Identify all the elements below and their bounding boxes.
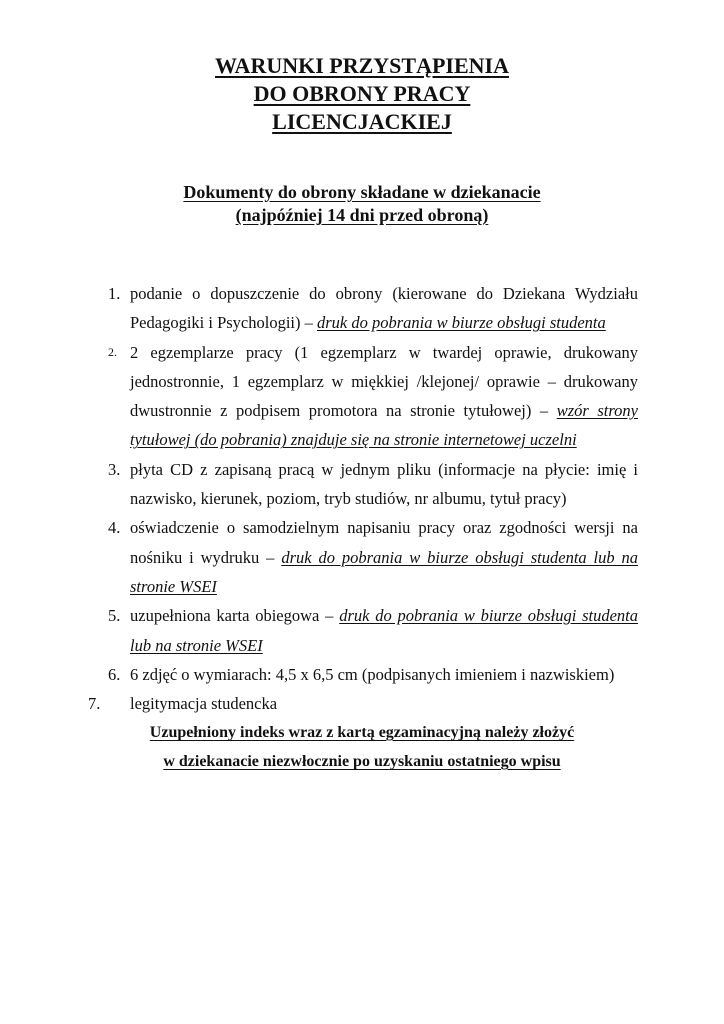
title-line — [0, 80, 724, 108]
title-line-text: WARUNKI PRZYSTĄPIENIA — [215, 53, 509, 78]
list-item-text: płyta CD z zapisaną pracą w jednym pliku (informacje na płycie: imię i nazwisko, kierunek, poziom, tryb studiów, nr albumu, tytuł pracy) — [130, 459, 638, 509]
list-item — [0, 689, 724, 718]
footer-note-text: w dziekanacie niezwłocznie po uzyskaniu ostatniego wpisu — [163, 753, 561, 770]
list-item — [0, 455, 724, 514]
footer-note-line — [0, 718, 724, 747]
list-item — [0, 513, 724, 601]
list-item-number: 5. — [108, 606, 121, 626]
requirements-list — [0, 279, 724, 718]
list-item-text: uzupełniona karta obiegowa – — [130, 606, 340, 626]
list-item-text: podanie o dopuszczenie do obrony (kierowane do Dziekana Wydziału Pedagogiki i Psychologii) – — [130, 284, 638, 333]
download-link[interactable]: druk do pobrania w biurze obsługi studenta lub na stronie WSEI — [130, 547, 639, 596]
list-item-number: 1. — [108, 284, 121, 303]
footer-note — [0, 718, 724, 776]
list-item-text: 2 egzemplarze pracy (1 egzemplarz w twardej oprawie, drukowany jednostronnie, 1 egzemplarz w miękkiej /klejonej/ oprawie – drukowany dwustronnie z podpisem promotora na stronie tytułowej) – — [130, 342, 638, 421]
title-line — [0, 52, 724, 80]
section-heading-text: (najpóźniej 14 dni przed obroną) — [235, 205, 489, 225]
list-item-number: 6. — [108, 664, 121, 684]
title-line-text: DO OBRONY PRACY — [253, 81, 471, 106]
list-item-text: 6 zdjęć o wymiarach: 4,5 x 6,5 cm (podpisanych imieniem i nazwiskiem) — [130, 664, 615, 684]
section-heading-line — [0, 204, 724, 227]
list-item — [0, 601, 724, 660]
list-item-number: 2. — [108, 344, 117, 359]
section-heading-line — [0, 181, 724, 204]
list-item-number: 7. — [88, 694, 101, 714]
download-link[interactable]: druk do pobrania w biurze obsługi studenta lub na stronie WSEI — [130, 606, 638, 655]
footer-note-text: Uzupełniony indeks wraz z kartą egzaminacyjną należy złożyć — [149, 724, 575, 741]
page-title — [0, 52, 724, 136]
download-link[interactable]: wzór strony tytułowej (do pobrania) znajduje się na stronie internetowej uczelni — [130, 401, 638, 450]
list-item — [0, 338, 724, 455]
title-line-text: LICENCJACKIEJ — [272, 109, 452, 134]
list-item-text: legitymacja studencka — [130, 694, 278, 714]
list-item-number: 4. — [108, 518, 121, 538]
list-item — [0, 279, 724, 338]
list-item — [0, 660, 724, 689]
download-link[interactable]: druk do pobrania w biurze obsługi studenta — [317, 313, 606, 333]
section-heading-text: Dokumenty do obrony składane w dziekanacie — [183, 182, 541, 202]
list-item-number: 3. — [108, 459, 121, 479]
section-heading — [0, 181, 724, 227]
footer-note-line — [0, 747, 724, 776]
list-item-text: oświadczenie o samodzielnym napisaniu pracy oraz zgodności wersji na nośniku i wydruku – — [130, 518, 638, 567]
title-line — [0, 108, 724, 136]
